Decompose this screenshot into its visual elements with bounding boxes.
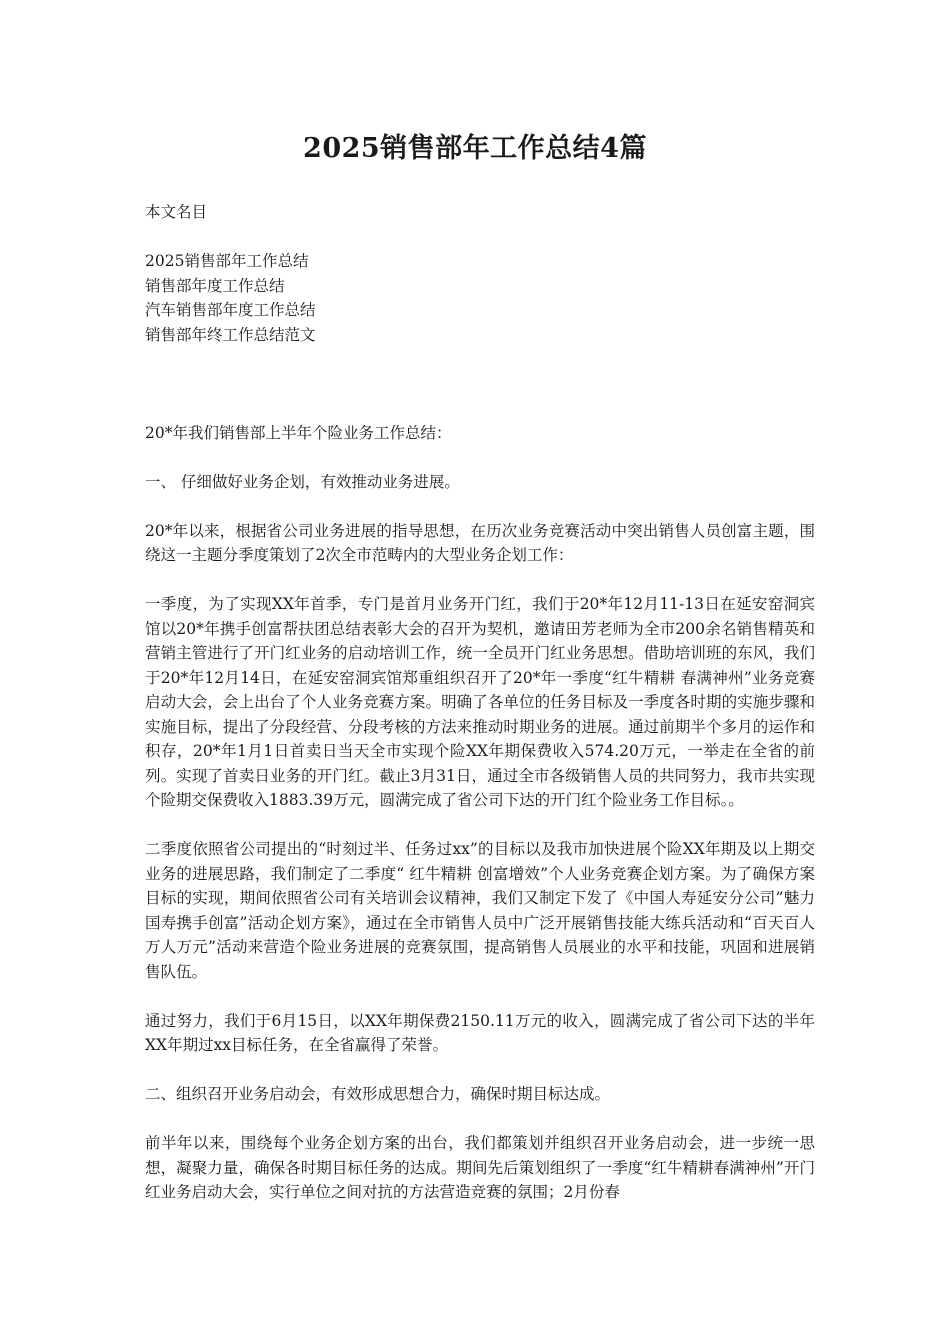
document-body xyxy=(145,200,815,1205)
toc-item: 汽车销售部年度工作总结 xyxy=(145,301,316,319)
toc-item: 销售部年度工作总结 xyxy=(145,276,285,295)
paragraph: 通过努力，我们于6月15日，以XX年期保费2150.11万元的收入，圆满完成了省公司下达的半年XX年期过xx目标任务，在全省赢得了荣誉。 xyxy=(145,1011,815,1054)
paragraph: 前半年以来，围绕每个业务企划方案的出台，我们都策划并组织召开业务启动会，进一步统一思想，凝聚力量，确保各时期目标任务的达成。期间先后策划组织了一季度“红牛精耕春满神州”开门红业务启动大会，实行单位之间对抗的方法营造竞赛的氛围；2月份春 xyxy=(145,1134,815,1201)
toc-item: 2025销售部年工作总结 xyxy=(145,252,309,270)
paragraph: 一季度，为了实现XX年首季，专门是首月业务开门红，我们于20*年12月11-13日在延安窑洞宾馆以20*年携手创富帮扶团总结表彰大会的召开为契机，邀请田芳老师为全市200余名销售精英和营销主管进行了开门红业务的启动培训工作，统一全员开门红业务思想。借助培训班的东风，我们于20*年12月14日，在延安窑洞宾馆郑重组织召开了20*年一季度“红牛精耕 春满神州”业务竞赛启动大会，会上出台了个人业务竞赛方案。明确了各单位的任务目标及一季度各时期的实施步骤和实施目标，提出了分段经营、分段考核的方法来推动时期业务的进展。通过前期半个多月的运作和积存，20*年1月1日首卖日当天全市实现个险XX年期保费收入574.20万元，一举走在全省的前列。实现了首卖日业务的开门红。截止3月31日，通过全市各级销售人员的共同努力，我市共实现个险期交保费收入1883.39万元，圆满完成了省公司下达的开门红个险业务工作目标。。 xyxy=(145,595,815,809)
section-heading-2: 二、组织召开业务启动会，有效形成思想合力，确保时期目标达成。 xyxy=(145,1085,611,1103)
document-title: 2025销售部年工作总结4篇 xyxy=(303,133,647,164)
paragraph: 20*年以来，根据省公司业务进展的指导思想，在历次业务竞赛活动中突出销售人员创富主题，围绕这一主题分季度策划了2次全市范畴内的大型业务企划工作： xyxy=(145,521,815,564)
toc-heading: 本文名目 xyxy=(145,203,208,221)
toc-list xyxy=(145,249,815,347)
paragraph: 二季度依照省公司提出的“时刻过半、任务过xx”的目标以及我市加快进展个险XX年期及以上期交业务的进展思路，我们制定了二季度“ 红牛精耕 创富增效”个人业务竞赛企划方案。为了确保方案目标的实现，期间依照省公司有关培训会议精神，我们又制定下发了《中国人寿延安分公司”魅力国寿携手创富”活动企划方案》，通过在全市销售人员中广泛开展销售技能大练兵活动和“百天百人 万人万元”活动来营造个险业务进展的竞赛氛围，提高销售人员展业的水平和技能，巩固和进展销售队伍。 xyxy=(145,840,815,981)
toc-item: 销售部年终工作总结范文 xyxy=(145,325,316,344)
section-heading-1: 一、 仔细做好业务企划，有效推动业务进展。 xyxy=(145,472,460,491)
paragraph-intro: 20*年我们销售部上半年个险业务工作总结： xyxy=(145,423,452,442)
